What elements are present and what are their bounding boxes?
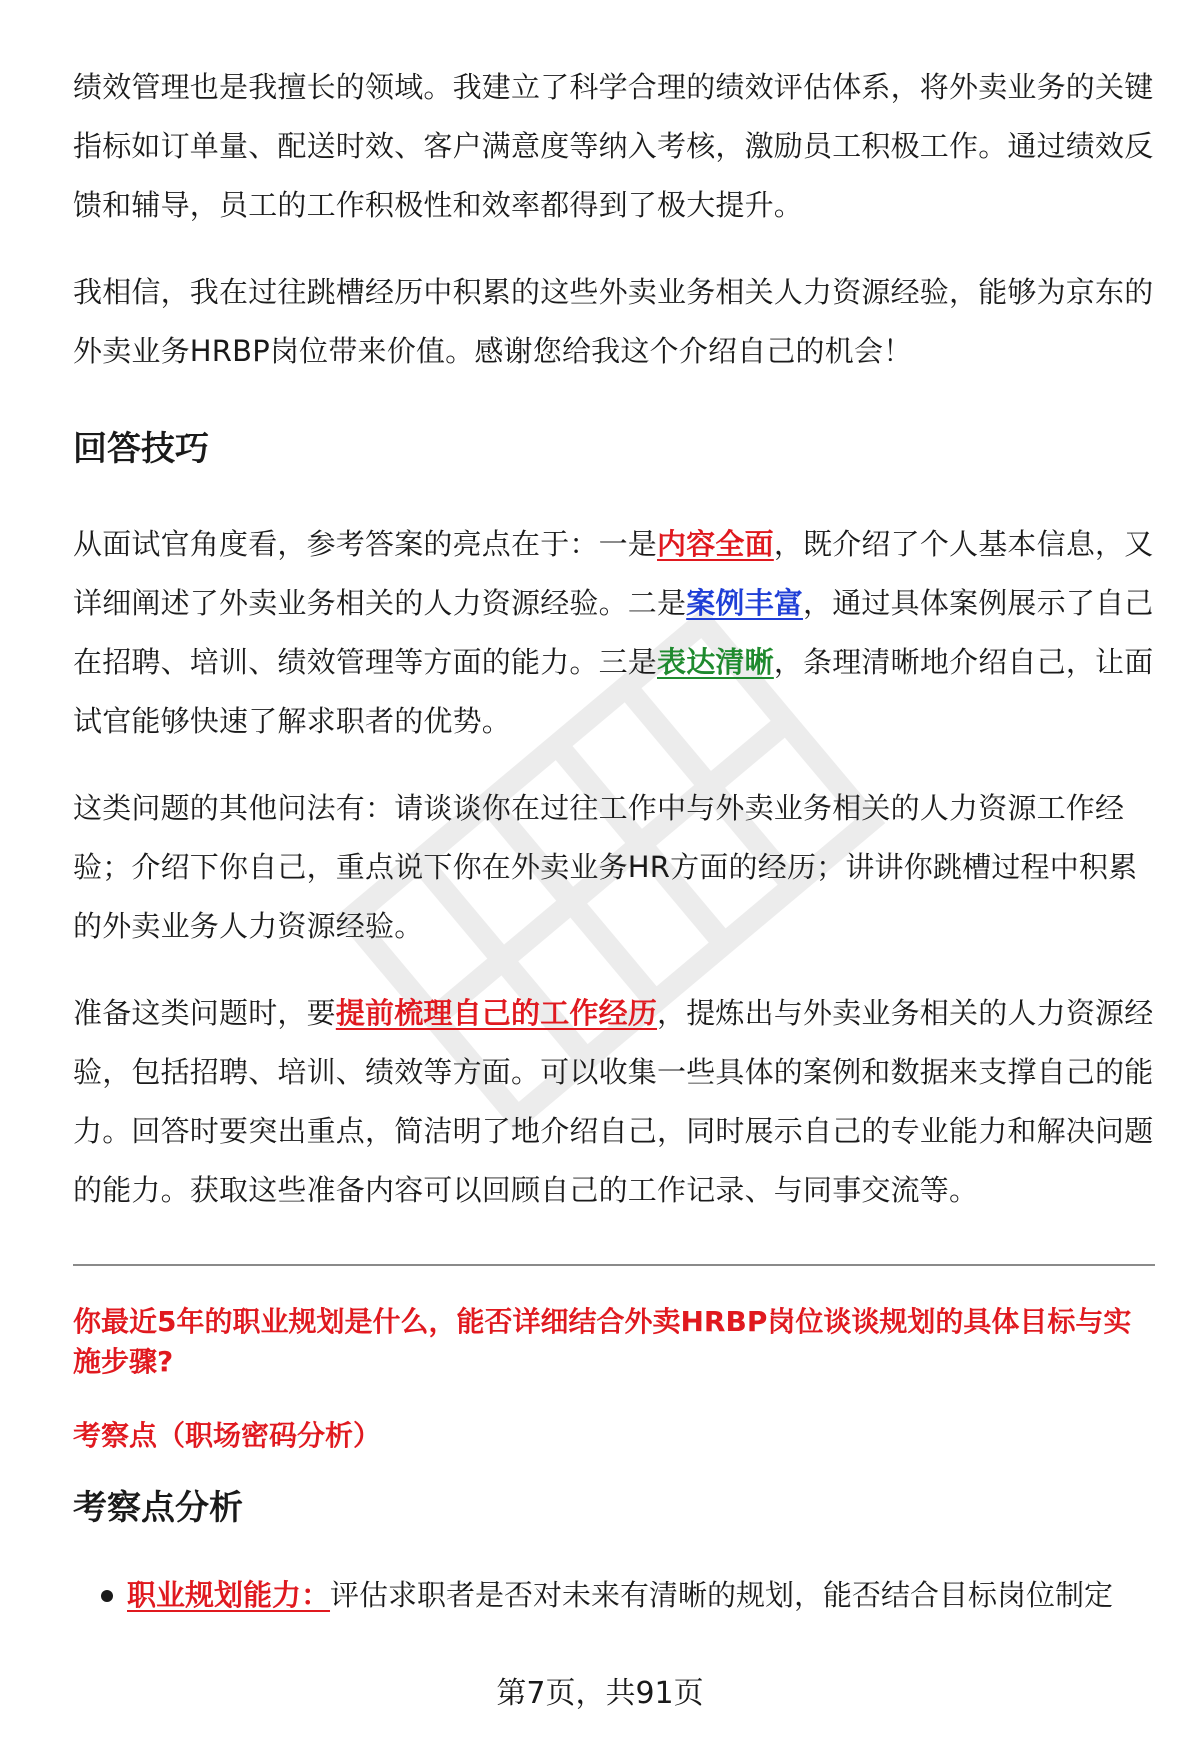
paragraph-alt-questions: 这类问题的其他问法有：请谈谈你在过往工作中与外卖业务相关的人力资源工作经验；介绍下你自己，重点说下你在外卖业务HR方面的经历；讲讲你跳槽过程中积累的外卖业务人力资源经验。: [73, 791, 1138, 943]
paragraph-highlights: 从面试官角度看，参考答案的亮点在于：一是内容全面，既介绍了个人基本信息，又详细阐述了外卖业务相关的人力资源经验。二是案例丰富，通过具体案例展示了自己在招聘、培训、绩效管理等方面的能力。三是表达清晰，条理清晰地介绍自己，让面试官能够快速了解求职者的优势。: [73, 527, 1154, 738]
highlight-review-experience: 提前梳理自己的工作经历: [335, 996, 658, 1030]
kaocha-label: 考察点（职场密码分析）: [73, 1419, 382, 1452]
highlight-rich-cases: 案例丰富: [686, 586, 804, 620]
document-page: [73, 58, 1155, 1620]
paragraph-performance: 绩效管理也是我擅长的领域。我建立了科学合理的绩效评估体系，将外卖业务的关键指标如订单量、配送时效、客户满意度等纳入考核，激励员工积极工作。通过绩效反馈和辅导，员工的工作积极性和效率都得到了极大提升。: [73, 70, 1154, 222]
highlight-clear-expression: 表达清晰: [657, 645, 774, 679]
analysis-heading: 考察点分析: [73, 1488, 243, 1528]
page-number: 第7页，共91页: [496, 1676, 704, 1711]
question-title: 你最近5年的职业规划是什么，能否详细结合外卖HRBP岗位谈谈规划的具体目标与实施步骤?: [73, 1305, 1132, 1378]
highlight-comprehensive: 内容全面: [657, 527, 774, 561]
bullet-label: 职业规划能力：: [127, 1578, 331, 1612]
section-divider: [73, 1264, 1155, 1266]
bullet-dot-icon: [101, 1590, 113, 1602]
bullet-text: 评估求职者是否对未来有清晰的规划，能否结合目标岗位制定: [330, 1578, 1114, 1612]
section-heading-tips: 回答技巧: [73, 429, 209, 469]
list-item: [73, 1570, 1155, 1620]
paragraph-closing: 我相信，我在过往跳槽经历中积累的这些外卖业务相关人力资源经验，能够为京东的外卖业务HRBP岗位带来价值。感谢您给我这个介绍自己的机会！: [73, 275, 1154, 368]
paragraph-preparation: 准备这类问题时，要提前梳理自己的工作经历，提炼出与外卖业务相关的人力资源经验，包括招聘、培训、绩效等方面。可以收集一些具体的案例和数据来支撑自己的能力。回答时要突出重点，简洁明了地介绍自己，同时展示自己的专业能力和解决问题的能力。获取这些准备内容可以回顾自己的工作记录、与同事交流等。: [73, 996, 1154, 1207]
